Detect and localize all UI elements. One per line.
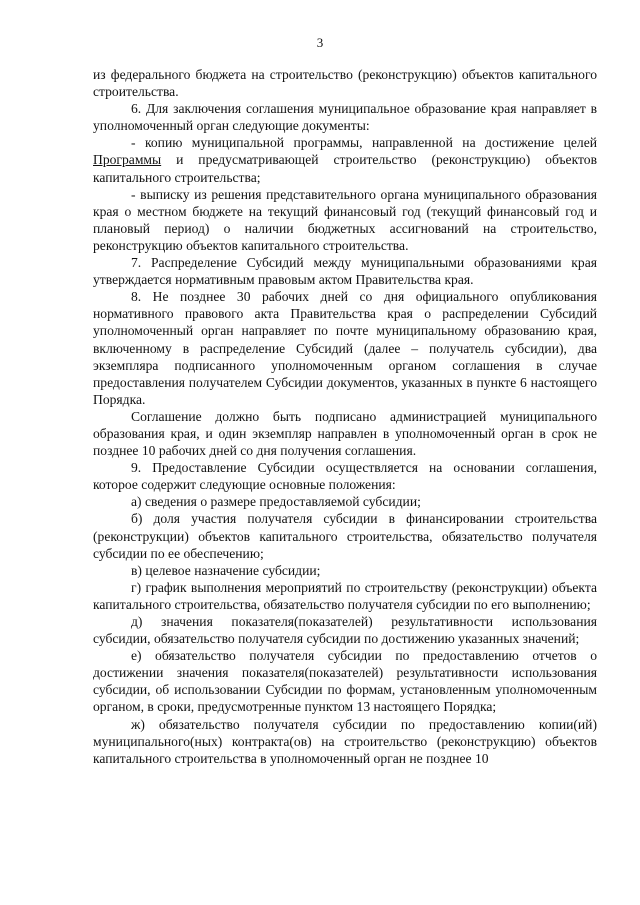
paragraph-sub-g: г) график выполнения мероприятий по строительству (реконструкции) объекта капитального строительства, обязательство получателя субсидии по его выполнению; — [93, 579, 597, 612]
paragraph-text-after-link: и предусматривающей строительство (реконструкцию) объектов капитального строительства; — [93, 152, 597, 185]
program-link[interactable]: Программы — [93, 152, 162, 168]
paragraph-item-7: 7. Распределение Субсидий между муниципальными образованиями края утверждается нормативным правовым актом Правительства края. — [93, 255, 597, 288]
paragraph-item-6: 6. Для заключения соглашения муниципальное образование края направляет в уполномоченный орган следующие документы: — [93, 101, 597, 134]
paragraph-text-before-link: - копию муниципальной программы, направленной на достижение целей — [131, 135, 597, 151]
paragraph-program-copy — [93, 134, 597, 185]
paragraph-sub-e: е) обязательство получателя субсидии по предоставлению отчетов о достижении значения показателя(показателей) результативности использования субсидии, об использовании Субсидии по формам, установленным уполномоченным органом, в сроки, предусмотренные пунктом 13 настоящего Порядка; — [93, 648, 597, 715]
paragraph-sub-b: б) доля участия получателя субсидии в финансировании строительства (реконструкции) объектов капитального строительства, обязательство получателя субсидии по ее обеспечению; — [93, 511, 597, 561]
paragraph-sub-a: а) сведения о размере предоставляемой субсидии; — [131, 494, 421, 510]
paragraph-agreement-signing: Соглашение должно быть подписано администрацией муниципального образования края, и один экземпляр направлен в уполномоченный орган в срок не позднее 10 рабочих дней со дня получения соглашения. — [93, 408, 597, 459]
paragraph-sub-d: д) значения показателя(показателей) результативности использования субсидии, обязательство получателя субсидии по достижению указанных значений; — [93, 614, 597, 647]
paragraph-sub-v: в) целевое назначение субсидии; — [131, 562, 321, 578]
paragraph-budget-extract: - выписку из решения представительного органа муниципального образования края о местном бюджете на текущий финансовый год (текущий финансовый год и плановый период) о наличии бюджетных ассигнований на строительство, реконструкцию объектов капитального строительства. — [93, 186, 597, 253]
paragraph-continuation: из федерального бюджета на строительство (реконструкцию) объектов капитального строительства. — [93, 67, 597, 100]
paragraph-sub-zh: ж) обязательство получателя субсидии по предоставлению копии(ий) муниципального(ных) контракта(ов) на строительство (реконструкцию) объектов капитального строительства в уполномоченный орган не позднее 10 — [93, 716, 597, 766]
document-body — [93, 66, 597, 767]
page-number: 3 — [316, 35, 324, 50]
paragraph-item-8: 8. Не позднее 30 рабочих дней со дня официального опубликования нормативного правового акта Правительства края о распределении Субсидий уполномоченный орган направляет по почте муниципальному образованию края, включенному в распределение Субсидий (далее – получатель субсидии), два экземпляра подписанного уполномоченным органом соглашения в случае предоставления получателем Субсидии документов, указанных в пункте 6 настоящего Порядка. — [93, 289, 597, 407]
paragraph-item-9: 9. Предоставление Субсидии осуществляется на основании соглашения, которое содержит следующие основные положения: — [93, 460, 597, 493]
